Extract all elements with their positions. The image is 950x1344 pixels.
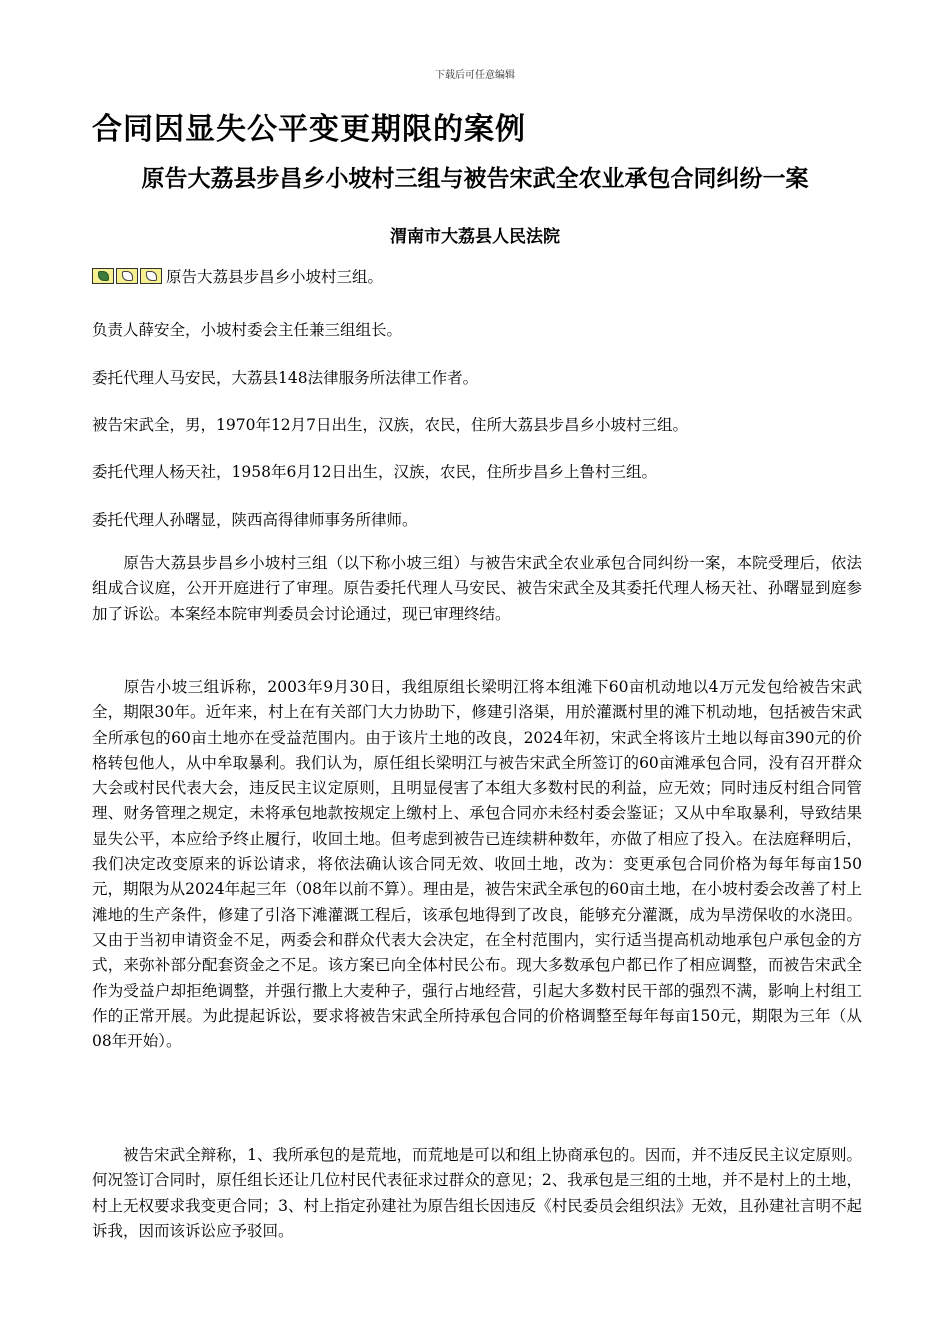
edit-icon [116, 268, 138, 284]
header-note: 下载后可任意编辑 [435, 70, 515, 81]
party-plaintiff-agent: 委托代理人马安民，大荔县148法律服务所法律工作者。 [92, 369, 479, 387]
document-title: 合同因显失公平变更期限的案例 [92, 112, 526, 147]
party-defendant-agent-2: 委托代理人孙曙显，陕西高得律师事务所律师。 [92, 511, 418, 529]
paragraph-defendant-defense: 被告宋武全辩称，1、我所承包的是荒地，而荒地是可以和组上协商承包的。因而，并不违反民主议定原则。何况签订合同时，原任组长还让几位村民代表征求过群众的意见；2、我承包是三组的土地，并不是村上的土地，村上无权要求我变更合同；3、村上指定孙建社为原告组长因违反《村民委员会组织法》无效，且孙建社言明不起诉我，因而该诉讼应予驳回。 [92, 1146, 862, 1240]
case-subtitle: 原告大荔县步昌乡小坡村三组与被告宋武全农业承包合同纠纷一案 [141, 165, 809, 192]
party-defendant-agent-1: 委托代理人杨天社，1958年6月12日出生，汉族，农民，住所步昌乡上鲁村三组。 [92, 463, 658, 481]
paragraph-case-intro: 原告大荔县步昌乡小坡村三组（以下称小坡三组）与被告宋武全农业承包合同纠纷一案，本院受理后，依法组成合议庭，公开开庭进行了审理。原告委托代理人马安民、被告宋武全及其委托代理人杨天社、孙曙显到庭参加了诉讼。本案经本院审判委员会讨论通过，现已审理终结。 [92, 554, 862, 623]
party-plaintiff [92, 265, 383, 287]
paragraph-plaintiff-claim: 原告小坡三组诉称，2003年9月30日，我组原组长梁明江将本组滩下60亩机动地以4万元发包给被告宋武全，期限30年。近年来，村上在有关部门大力协助下，修建引洛渠，用於灌溉村里的滩下机动地，包括被告宋武全所承包的60亩土地亦在受益范围内。由于该片土地的改良，2024年初，宋武全将该片土地以每亩390元的价格转包他人，从中牟取暴利。我们认为，原任组长梁明江与被告宋武全所签订的60亩滩承包合同，没有召开群众大会或村民代表大会，违反民主议定原则，且明显侵害了本组大多数村民的利益，应无效；同时违反村组合同管理、财务管理之规定，未将承包地款按规定上缴村上、承包合同亦未经村委会鉴证；又从中牟取暴利，导致结果显失公平，本应给予终止履行，收回土地。但考虑到被告已连续耕种数年，亦做了相应了投入。在法庭释明后，我们决定改变原来的诉讼请求，将依法确认该合同无效、收回土地，改为：变更承包合同价格为每年每亩150元，期限为从2024年起三年（08年以前不算）。理由是，被告宋武全承包的60亩土地，在小坡村委会改善了村上滩地的生产条件，修建了引洛下滩灌溉工程后，该承包地得到了改良，能够充分灌溉，成为旱涝保收的水浇田。又由于当初申请资金不足，两委会和群众代表大会决定，在全村范围内，实行适当提高机动地承包户承包金的方式，来弥补部分配套资金之不足。该方案已向全体村民公布。现大多数承包户都已作了相应调整，而被告宋武全作为受益户却拒绝调整，并强行撒上大麦种子，强行占地经营，引起大多数村民干部的强烈不满，影响上村组工作的正常开展。为此提起诉讼，要求将被告宋武全所持承包合同的价格调整至每年每亩150元，期限为三年（从08年开始）。 [92, 678, 862, 1051]
document-icon [92, 268, 114, 284]
party-plaintiff-representative: 负责人薛安全，小坡村委会主任兼三组组长。 [92, 321, 403, 339]
court-name: 渭南市大荔县人民法院 [390, 227, 560, 247]
toolbar-icons [92, 268, 164, 284]
edit-icon [140, 268, 162, 284]
party-line: 原告大荔县步昌乡小坡村三组。 [166, 268, 384, 286]
party-defendant: 被告宋武全，男，1970年12月7日出生，汉族，农民，住所大荔县步昌乡小坡村三组。 [92, 416, 689, 434]
